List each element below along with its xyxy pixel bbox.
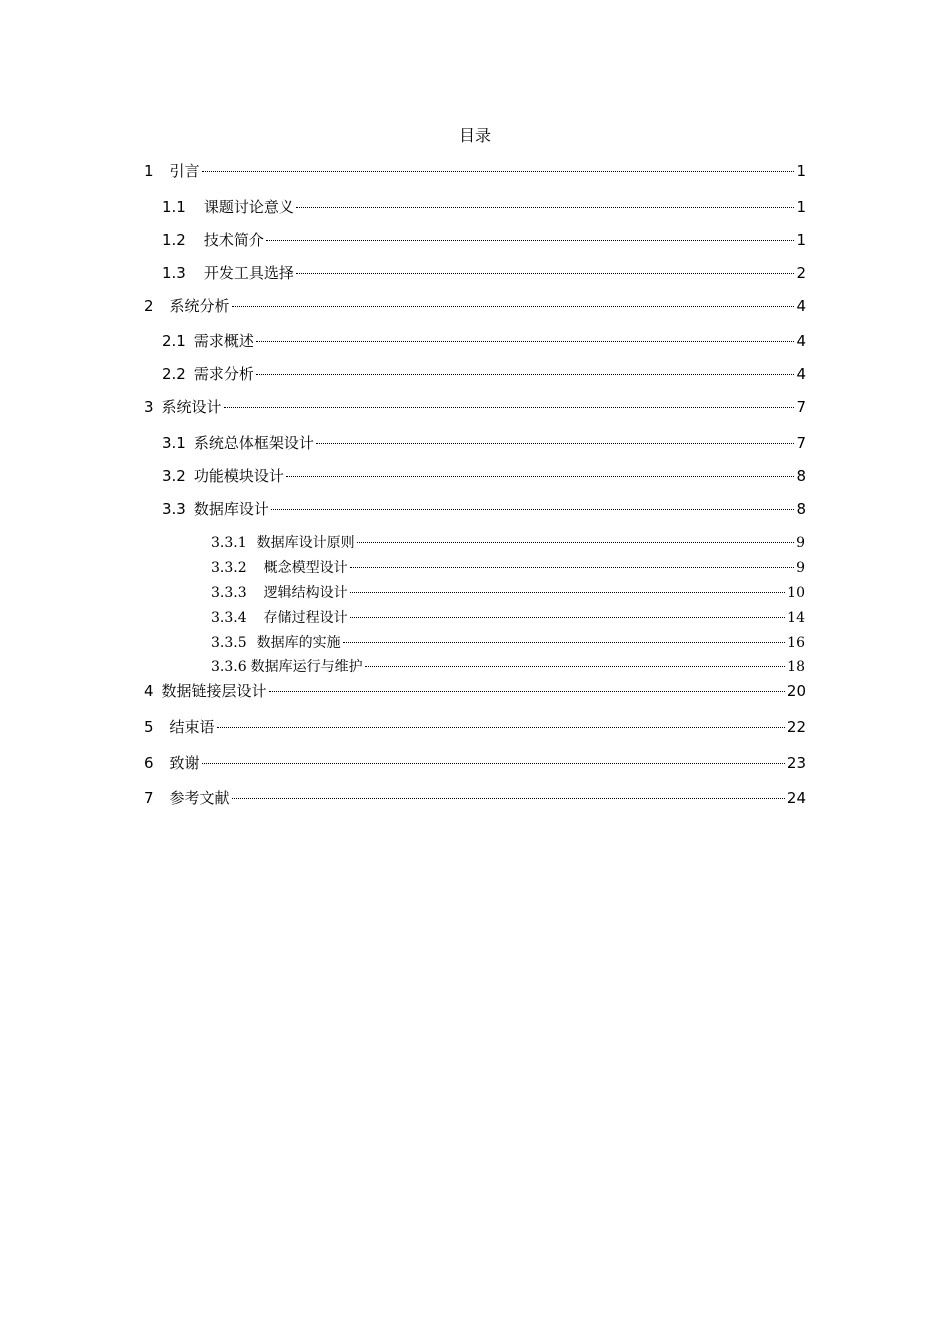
toc-entry-3-3-4[interactable] [211, 607, 805, 629]
toc-entry-label: 需求概述 [193, 332, 254, 350]
toc-entry-5[interactable] [144, 716, 806, 740]
toc-entry-number: 2.1 [162, 332, 186, 350]
toc-dot-leader [217, 727, 785, 728]
toc-entry-page: 1 [796, 198, 806, 216]
toc-dot-leader [365, 666, 786, 667]
toc-entry-number: 3.3.5 [211, 635, 247, 651]
toc-dot-leader [296, 273, 795, 274]
toc-entry-4[interactable] [144, 680, 806, 704]
toc-entry-page: 18 [787, 659, 805, 675]
toc-entry-1-2[interactable] [162, 229, 806, 253]
toc-entry-1[interactable] [144, 160, 806, 184]
toc-entry-1-3[interactable] [162, 262, 806, 286]
toc-entry-1-1[interactable] [162, 196, 806, 220]
toc-dot-leader [202, 171, 795, 172]
toc-entry-label: 存储过程设计 [263, 610, 348, 626]
toc-entry-label: 数据库设计 [193, 500, 269, 518]
toc-entry-page: 22 [786, 718, 806, 736]
toc-dot-leader [350, 592, 786, 593]
toc-entry-3-3[interactable] [162, 498, 806, 522]
toc-entry-number: 3.3 [162, 500, 186, 518]
toc-entry-number: 3.3.3 [211, 585, 247, 601]
toc-entry-page: 8 [796, 500, 806, 518]
toc-entry-number: 5 [144, 718, 154, 736]
toc-entry-number: 3.1 [162, 434, 186, 452]
toc-entry-page: 7 [796, 434, 806, 452]
toc-dot-leader [232, 798, 785, 799]
toc-entry-page: 14 [787, 610, 805, 626]
toc-entry-page: 1 [796, 162, 806, 180]
toc-entry-number: 4 [144, 682, 154, 700]
toc-dot-leader [271, 509, 795, 510]
toc-entry-page: 23 [786, 754, 806, 772]
toc-entry-label: 数据库运行与维护 [250, 659, 363, 675]
toc-dot-leader [266, 240, 795, 241]
toc-entry-2[interactable] [144, 295, 806, 319]
toc-entry-label: 需求分析 [193, 365, 254, 383]
toc-dot-leader [350, 617, 786, 618]
toc-entry-label: 概念模型设计 [263, 560, 348, 576]
toc-entry-3-1[interactable] [162, 432, 806, 456]
toc-dot-leader [316, 443, 795, 444]
toc-dot-leader [269, 691, 785, 692]
toc-entry-page: 9 [796, 535, 805, 551]
toc-entry-label: 数据链接层设计 [161, 682, 267, 700]
toc-entry-number: 6 [144, 754, 154, 772]
toc-entry-page: 10 [787, 585, 805, 601]
toc-entry-page: 1 [796, 231, 806, 249]
toc-entry-3-3-2[interactable] [211, 557, 805, 579]
toc-dot-leader [343, 642, 786, 643]
toc-dot-leader [350, 567, 794, 568]
toc-entry-3-3-6[interactable] [211, 656, 805, 678]
toc-entry-page: 2 [796, 264, 806, 282]
toc-entry-page: 4 [796, 332, 806, 350]
toc-dot-leader [202, 763, 785, 764]
toc-entry-number: 2.2 [162, 365, 186, 383]
toc-entry-label: 系统设计 [161, 398, 222, 416]
toc-entry-number: 1.1 [162, 198, 186, 216]
toc-entry-number: 1.2 [162, 231, 186, 249]
toc-entry-number: 2 [144, 297, 154, 315]
toc-entry-label: 课题讨论意义 [203, 198, 294, 216]
toc-entry-label: 系统总体框架设计 [193, 434, 314, 452]
toc-title: 目录 [458, 126, 491, 145]
toc-entry-number: 1 [144, 162, 154, 180]
toc-entry-2-1[interactable] [162, 330, 806, 354]
toc-entry-number: 3 [144, 398, 154, 416]
toc-entry-label: 参考文献 [169, 789, 230, 807]
toc-entry-page: 16 [787, 635, 805, 651]
toc-dot-leader [224, 407, 795, 408]
toc-entry-label: 开发工具选择 [203, 264, 294, 282]
toc-entry-label: 逻辑结构设计 [263, 585, 348, 601]
toc-entry-number: 3.2 [162, 467, 186, 485]
toc-entry-6[interactable] [144, 752, 806, 776]
toc-entry-number: 3.3.4 [211, 610, 247, 626]
toc-entry-page: 20 [786, 682, 806, 700]
toc-entry-label: 数据库的实施 [256, 635, 341, 651]
toc-entry-page: 4 [796, 365, 806, 383]
toc-entry-number: 3.3.6 [211, 659, 247, 675]
toc-entry-page: 8 [796, 467, 806, 485]
toc-entry-label: 引言 [169, 162, 200, 180]
toc-dot-leader [232, 306, 795, 307]
toc-entry-number: 3.3.1 [211, 535, 247, 551]
toc-entry-label: 致谢 [169, 754, 200, 772]
toc-entry-page: 4 [796, 297, 806, 315]
toc-entry-3-3-1[interactable] [211, 532, 805, 554]
toc-entry-page: 9 [796, 560, 805, 576]
toc-entry-3-3-3[interactable] [211, 582, 805, 604]
toc-entry-label: 系统分析 [169, 297, 230, 315]
toc-entry-label: 功能模块设计 [193, 467, 284, 485]
toc-entry-number: 7 [144, 789, 154, 807]
toc-entry-3[interactable] [144, 396, 806, 420]
toc-entry-label: 数据库设计原则 [256, 535, 355, 551]
toc-entry-page: 7 [796, 398, 806, 416]
toc-entry-label: 技术简介 [203, 231, 264, 249]
toc-entry-3-3-5[interactable] [211, 632, 805, 654]
toc-dot-leader [256, 374, 795, 375]
toc-dot-leader [256, 341, 795, 342]
toc-entry-3-2[interactable] [162, 465, 806, 489]
toc-dot-leader [296, 207, 795, 208]
toc-dot-leader [357, 542, 794, 543]
toc-entry-7[interactable] [144, 787, 806, 811]
toc-entry-page: 24 [786, 789, 806, 807]
toc-entry-number: 1.3 [162, 264, 186, 282]
toc-entry-number: 3.3.2 [211, 560, 247, 576]
toc-entry-2-2[interactable] [162, 363, 806, 387]
toc-entry-label: 结束语 [169, 718, 215, 736]
toc-dot-leader [286, 476, 795, 477]
